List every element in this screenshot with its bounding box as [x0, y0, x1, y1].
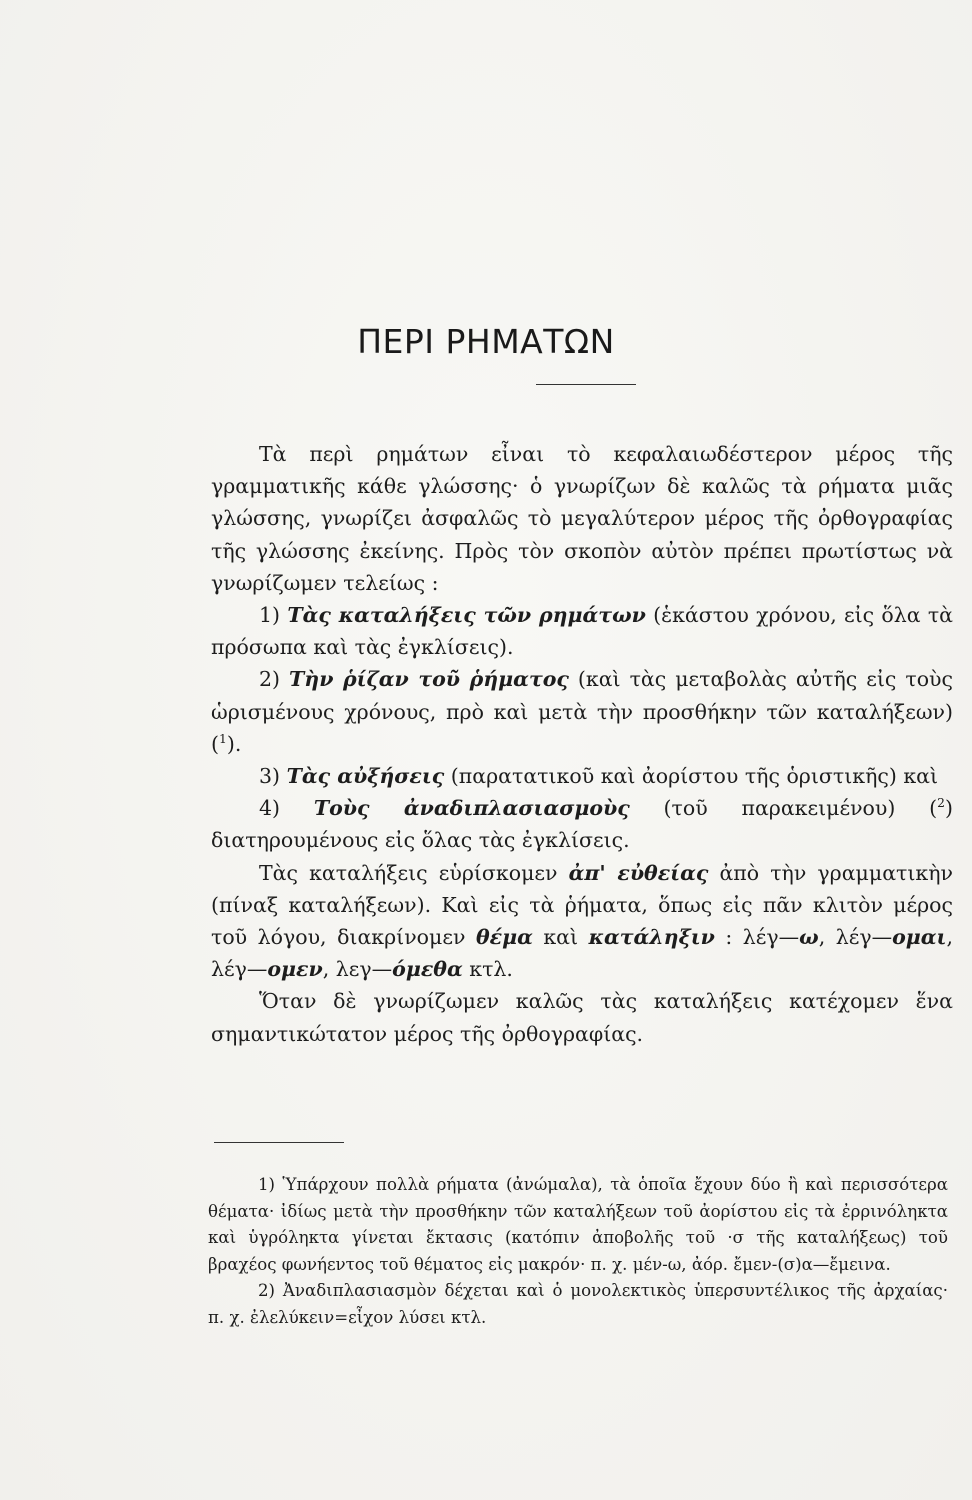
list-item-text: (καὶ τὰς μεταβολὰς αὐτῆς εἰς τοὺς ὡρισμένους χρόνους, πρὸ καὶ μετὰ τὴν προσθήκην τῶν καταλήξεων) ( — [211, 667, 953, 756]
intro-paragraph: Τὰ περὶ ρημάτων εἶναι τὸ κεφαλαιωδέστερον μέρος τῆς γραμματικῆς κάθε γλώσσης· ὁ γνωρίζων δὲ καλῶς τὰ ρήματα μιᾶς γλώσσης, γνωρίζει ἀσφαλῶς τὸ μεγαλύτερον μέρος τῆς ὀρθογραφίας τῆς γλώσσης ἐκείνης. Πρὸς τὸν σκοπὸν αὐτὸν πρέπει πρωτίστως νὰ γνωρίζωμεν τελείως : — [211, 442, 953, 595]
footnote-divider — [214, 1142, 344, 1143]
list-item-term: Τοὺς ἀναδιπλασιασμοὺς — [313, 796, 630, 821]
page-title: ΠΕΡΙ ΡΗΜΑΤΩΝ — [357, 322, 615, 361]
body-text — [211, 438, 953, 1050]
list-item-number: 4) — [259, 796, 281, 821]
text-run: Τὰς καταλήξεις εὑρίσκομεν — [259, 860, 569, 885]
text-run: κτλ. — [462, 957, 513, 982]
list-item-text: (παρατατικοῦ καὶ ἀορίστου τῆς ὁριστικῆς) καὶ — [444, 764, 939, 789]
text-run: , λέγ— — [818, 925, 893, 950]
list-item-text: (ἑκάστου χρόνου, εἰς ὅλα τὰ πρόσωπα καὶ τὰς ἐγκλίσεις). — [211, 603, 954, 660]
ending-example: ω — [799, 925, 819, 950]
list-item — [211, 792, 953, 856]
ending-example: όμεθα — [392, 957, 463, 982]
list-item-number: 1) — [259, 603, 281, 628]
list-item-number: 2) — [259, 667, 281, 692]
list-item-term: Τὰς καταλήξεις τῶν ρημάτων — [287, 603, 646, 628]
list-item-text-end: ). — [226, 731, 242, 756]
text-run: ἀπὸ τὴν γραμματικὴν (πίναξ καταλήξεων). Καὶ εἰς τὰ ῥήματα, ὅπως εἰς πᾶν κλιτὸν μέρος τοῦ λόγου, διακρίνομεν — [211, 860, 953, 950]
list-item-number: 3) — [259, 764, 281, 789]
list-item-text: (τοῦ παρακειμένου) ( — [629, 796, 938, 821]
ending-example: ομαι — [892, 925, 947, 950]
emphasis-kataleksis: κατάληξιν — [588, 925, 715, 950]
text-run: : λέγ— — [714, 925, 800, 950]
list-item — [211, 663, 953, 760]
list-item — [211, 760, 953, 792]
list-item-term: Τὴν ῥίζαν τοῦ ῥήματος — [289, 667, 569, 692]
footnote: 1) Ὑπάρχουν πολλὰ ρήματα (ἀνώμαλα), τὰ ὁποῖα ἔχουν δύο ἢ καὶ περισσότερα θέματα· ἰδίως μετὰ τὴν προσθήκην τῶν καταλήξεων τοῦ ἀορίστου εἰς τὰ ἐρρινόληκτα καὶ ὑγρόληκτα γίνεται ἔκτασις (κατόπιν ἀποβολῆς τοῦ ·σ τῆς καταλήξεως) τοῦ βραχέος φωνήεντος τοῦ θέματος εἰς μακρόν· π. χ. μέν-ω, ἀόρ. ἔμεν-(σ)α—ἔμεινα. — [208, 1175, 948, 1274]
text-run: , λεγ— — [322, 957, 393, 982]
footnote: 2) Ἀναδιπλασιασμὸν δέχεται καὶ ὁ μονολεκτικὸς ὑπερσυντέλικος τῆς ἀρχαίας· π. χ. ἐλελύκειν=εἶχον λύσει κτλ. — [208, 1281, 948, 1327]
title-divider — [536, 384, 636, 385]
text-run: καὶ — [532, 925, 589, 950]
text-run: , λέγ— — [211, 925, 953, 982]
list-item-text-end: ) διατηρουμένους εἰς ὅλας τὰς ἐγκλίσεις. — [211, 796, 953, 853]
endings-paragraph — [211, 857, 953, 986]
ending-example: ομεν — [267, 957, 323, 982]
footnote-ref[interactable]: 1 — [219, 732, 227, 746]
list-item-term: Τὰς αὐξήσεις — [286, 764, 445, 789]
closing-paragraph: Ὅταν δὲ γνωρίζωμεν καλῶς τὰς καταλήξεις κατέχομεν ἕνα σημαντικώτατον μέρος τῆς ὀρθογραφίας. — [211, 989, 953, 1046]
list-item — [211, 599, 953, 663]
footnotes — [208, 1172, 948, 1332]
emphasis-thema: θέμα — [475, 925, 533, 950]
footnote-ref[interactable]: 2 — [937, 796, 945, 811]
emphasis: ἀπ' εὐθείας — [568, 860, 709, 885]
